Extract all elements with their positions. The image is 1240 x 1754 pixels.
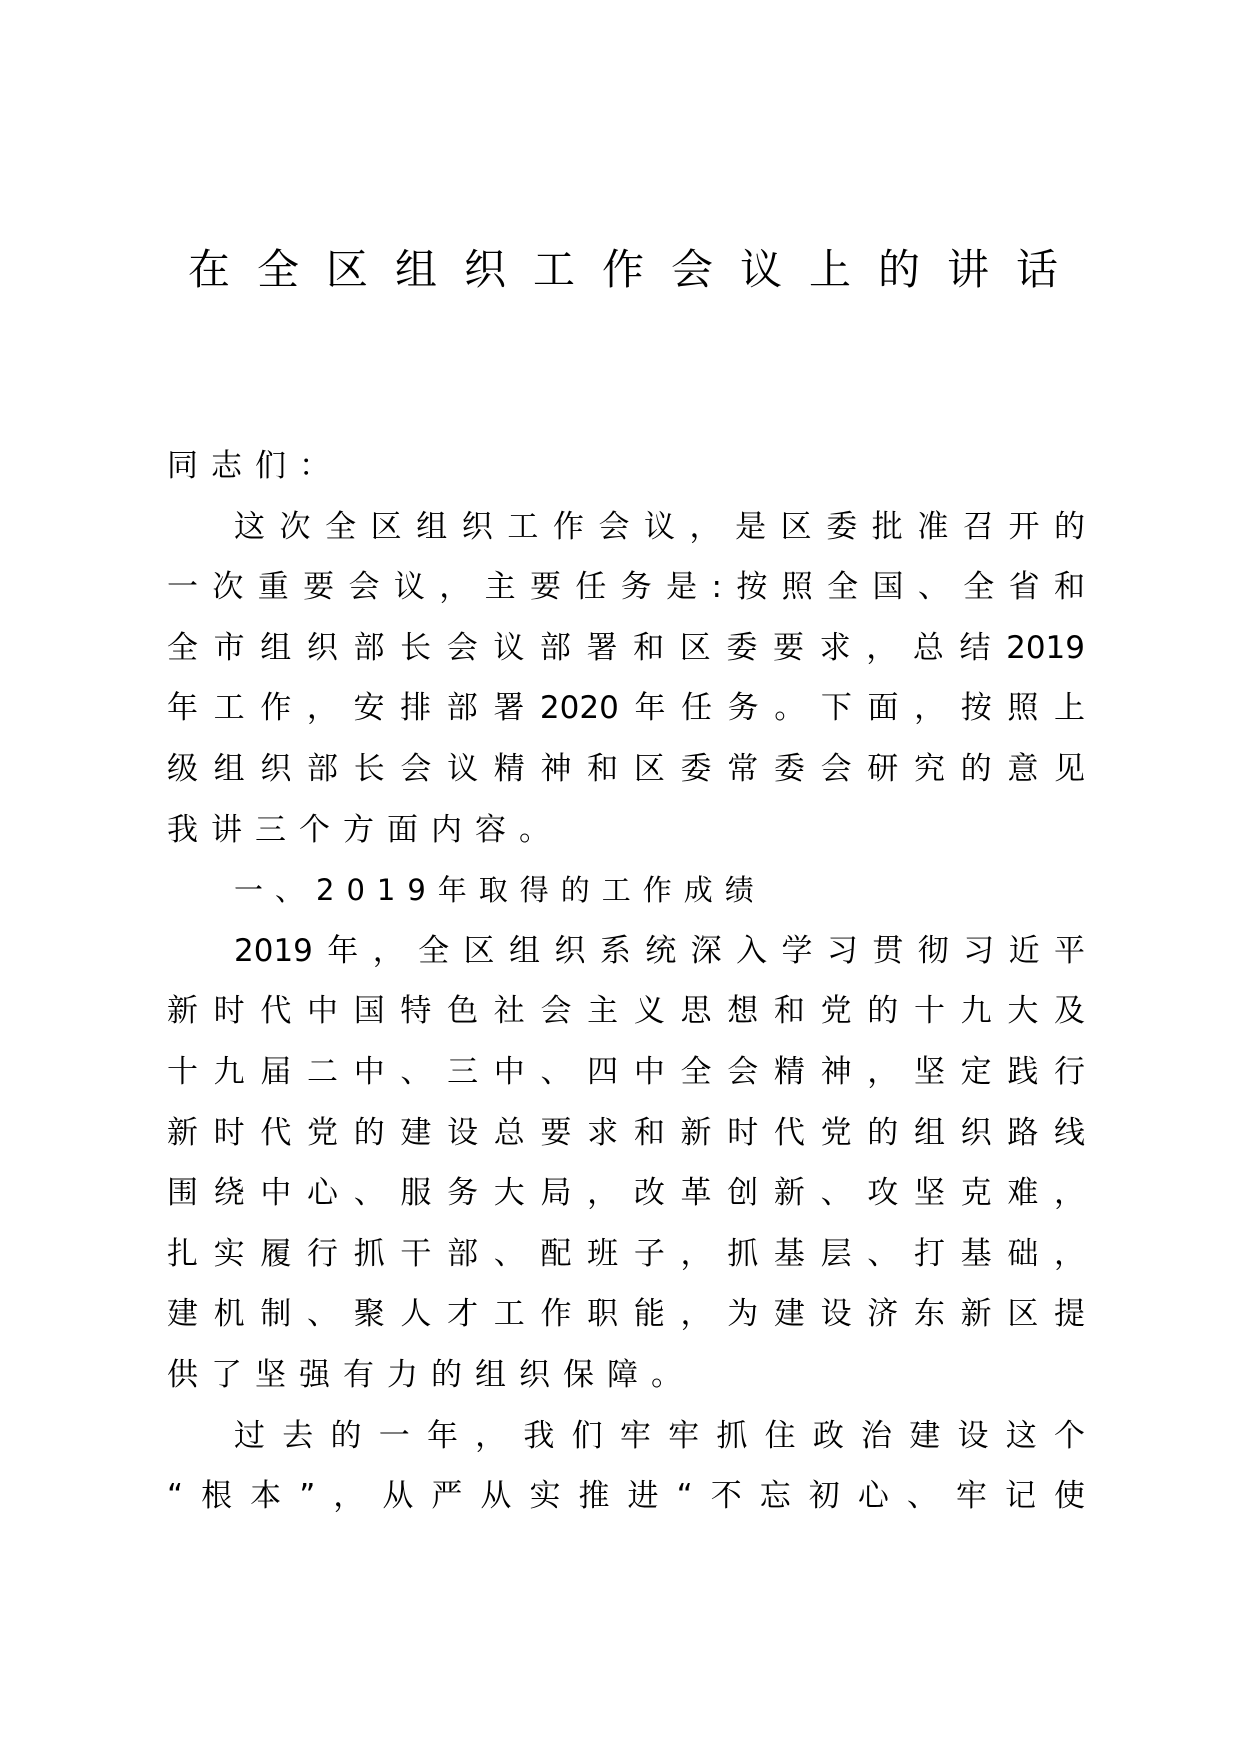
document-body [167, 436, 1085, 1527]
paragraph-line: 我讲三个方面内容。 [167, 811, 563, 848]
salutation: 同志们： [167, 448, 343, 484]
paragraph-line: 围绕中心、服务大局，改革创新、攻坚克难， [167, 1175, 1085, 1212]
paragraph-line: 过去的一年，我们牢牢抓住政治建设这个 [234, 1417, 1085, 1454]
paragraph-line: 全市组织部长会议部署和区委要求，总结2019 [167, 629, 1085, 666]
paragraph-line: 年工作，安排部署2020年任务。下面，按照上 [167, 690, 1085, 727]
paragraph-line: 级组织部长会议精神和区委常委会研究的意见 [167, 750, 1085, 787]
paragraph-line: 2019年，全区组织系统深入学习贯彻习近平 [234, 932, 1085, 969]
paragraph-line: 建机制、聚人才工作职能，为建设济东新区提 [167, 1296, 1085, 1333]
paragraph-line: 新时代中国特色社会主义思想和党的十九大及 [167, 993, 1085, 1030]
section-heading: 一、2019年取得的工作成绩 [234, 873, 766, 908]
paragraph-line: 这次全区组织工作会议，是区委批准召开的 [234, 508, 1085, 545]
paragraph-line: 十九届二中、三中、四中全会精神，坚定践行 [167, 1053, 1085, 1090]
paragraph-line: “根本”，从严从实推进“不忘初心、牢记使 [167, 1478, 1085, 1515]
paragraph-line: 一次重要会议，主要任务是:按照全国、全省和 [167, 569, 1085, 606]
paragraph-line: 新时代党的建设总要求和新时代党的组织路线 [167, 1114, 1085, 1151]
document-title: 在全区组织工作会议上的讲话 [188, 245, 1058, 294]
paragraph-line: 扎实履行抓干部、配班子，抓基层、打基础， [167, 1235, 1085, 1272]
paragraph-line: 供了坚强有力的组织保障。 [167, 1356, 695, 1393]
